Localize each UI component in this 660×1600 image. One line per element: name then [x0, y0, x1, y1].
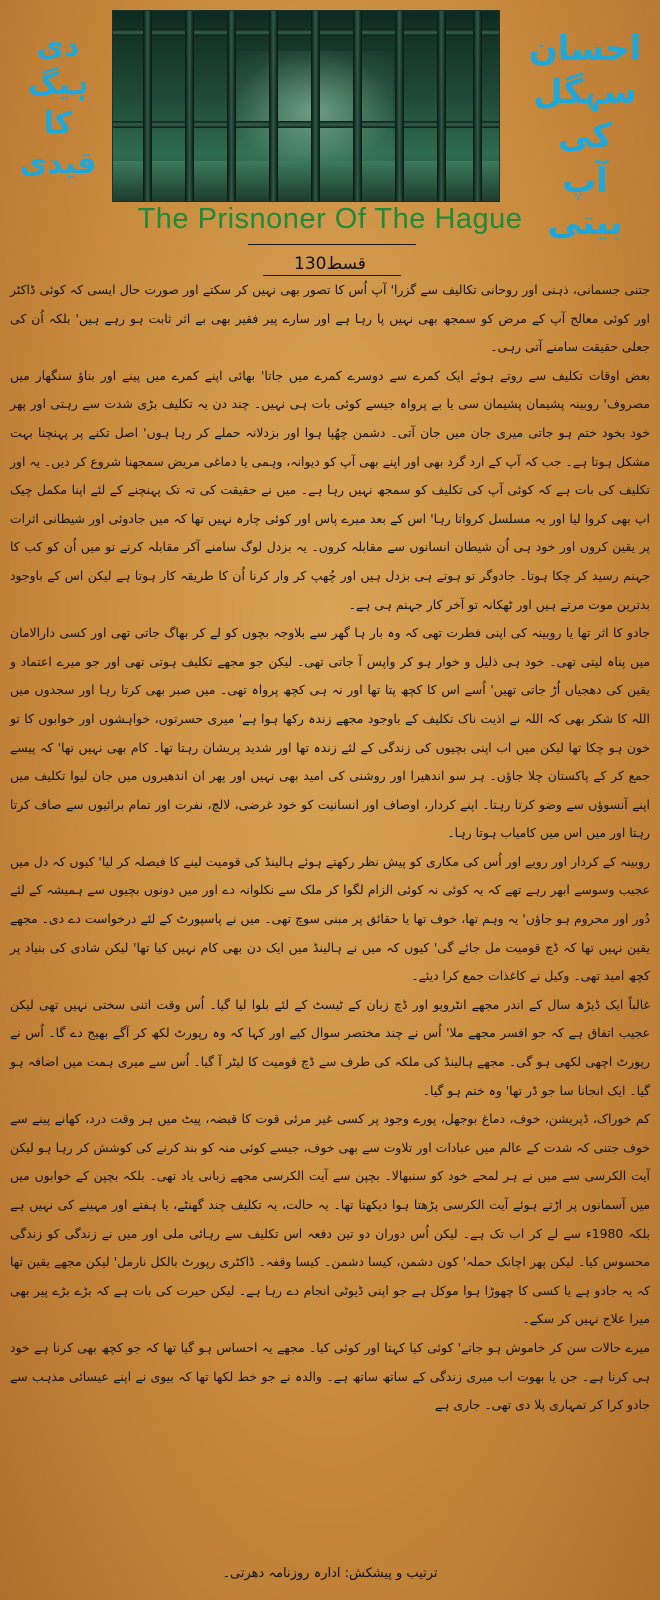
credits-footer: ترتیب و پیشکش: ادارہ روزنامہ دھرتی۔ — [222, 1566, 438, 1581]
prison-cell-image — [112, 10, 500, 202]
paragraph: غالباً ایک ڈیڑھ سال کے اندر مجھے انٹرویو اور ڈچ زبان کے ٹیسٹ کے لئے بلوا لیا گیا۔ اُس وقت اتنی سختی نہیں تھی لیکن عجیب اتفاق ہے کہ جو افسر مجھے ملا' اُس نے چند مختصر سوال کیے اور کہا کہ وہ رپورٹ لکھ کر آگے بھیج دے گا۔ اُس نے رپورٹ اچھی لکھی ہو گی۔ مجھے ہالینڈ کی ملکہ کی طرف سے ڈچ قومیت کا لیٹر آ گیا۔ اُس سے میری ہمت میں اضافہ ہو گیا۔ ایک انجانا سا جو ڈر تھا' وہ ختم ہو گیا۔ — [10, 996, 650, 1098]
article-body — [10, 276, 650, 1420]
english-title: The Prisnoner Of The Hague — [137, 203, 523, 235]
paragraph: جتنی جسمانی، ذہنی اور روحانی تکالیف سے گزرا' آپ اُس کا تصور بھی نہیں کر سکتے اور صورت حال ایسی کہ کوئی ڈاکٹر اور کوئی معالج آپ کے مرض کو سمجھ بھی نہیں پا رہا ہے اور سارے پیر فقیر بھی بے اثر ثابت ہو رہے ہیں' بلکہ اُن کی جعلی حقیقت سامنے آتی رہی۔ — [10, 282, 650, 355]
paragraph: جادو کا اثر تھا یا روبینہ کی اپنی فطرت تھی کہ وہ بار ہا گھر سے بلاوجہ بچوں کو لے کر بھاگ جاتی تھی اور کسی دارالامان میں پناہ لیتی تھی۔ خود ہی ذلیل و خوار ہو کر واپس آ جاتی تھی۔ لیکن جو مجھے تکلیف ہوتی تھی اور جو میرے اعتماد و یقین کی دھجیاں اُڑ جاتی تھیں' اُسے اس کا کچھ پتا تھا اور نہ ہی کچھ پرواہ تھی۔ میں صبر بھی کرتا رہا اور سجدوں میں اللہ کا شکر بھی کہ اللہ نے اذیت ناک تکلیف کے باوجود مجھے زندہ رکھا ہوا ہے' میری حسرتوں، خواہشوں اور خوابوں کا تو خون ہو چکا تھا لیکن میں اب اپنی بچیوں کی زندگی کے لئے زندہ تھا اور شدید پریشان رہتا تھا۔ کام بھی نہیں تھا' کہ پیسے جمع کر کے پاکستان چلا جاؤں۔ ہر سو اندھیرا اور روشنی کی امید بھی نہیں اور پھر ان اندھیروں میں جان لیوا تکلیف میں اپنے آنسوؤں سے وضو کرتا رہتا۔ اپنے کردار، اوصاف اور انسانیت کو خود غرضی، لالچ، نفرت اور تمام برائیوں سے صاف کرتا رہتا اور میں اس میں کامیاب ہوتا رہا۔ — [10, 625, 650, 841]
urdu-title-left-line: کا — [43, 106, 73, 141]
paragraph: میرے حالات سن کر خاموش ہو جاتے' کوئی کیا کہتا اور کوئی کیا۔ مجھے یہ احساس ہو گیا تھا کہ جو کچھ بھی کرنا ہے خود ہی کرنا ہے۔ جن یا بھوت اب میری زندگی کے ساتھ ساتھ ہے۔ والدہ نے جو خط لکھا تھا کہ بیوی نے اپنے عیسائی مذہب سے جادو کرا کر تمہاری پلا دی تھی۔ جاری ہے — [10, 1339, 650, 1413]
urdu-title-right-line: کی — [557, 116, 613, 156]
urdu-title-left-line: دی ہیگ — [27, 29, 89, 102]
paragraph: کم خوراک، ڈپریشن، خوف، دماغ بوجھل، پورے وجود پر کسی غیر مرئی قوت کا قبضہ، پیٹ میں ہر وقت درد، کھانے پینے سے خوف جتنی کہ شدت کے عالم میں عبادات اور تلاوت سے بھی خوف، جیسے کوئی منہ کو بند کرنے کی کوشش کر رہا ہو لیکن آیت الکرسی سے میں نے ہر لمحے خود کو سنبھالا۔ بچپن سے آیت الکرسی مجھے زبانی یاد تھی۔ بلکہ بچپن کے خوابوں میں میں آسمانوں پر اڑتے ہوئے آیت الکرسی پڑھتا ہوا دیکھتا تھا۔ یہ حالت، یہ تکلیف چند گھنٹے، یا ہفتے اور مہینے کی نہیں ہے بلکہ 1980ء سے لے کر اب تک ہے۔ لیکن اُس دوران دو تین دفعہ اس تکلیف سے رہائی ملی اور میں نے زندگی کو زندگی محسوس کیا۔ لیکن پھر اچانک حملہ' کون دشمن، کیسا دشمن۔ کیسا وقفہ۔ ڈاکٹری رپورٹ بالکل نارمل' لیکن مجھے یقین تھا کہ یہ جادو ہے یا کسی کا چھوڑا ہوا موکل ہے جو اپنی ڈیوٹی انجام دے رہا ہے۔ لیکن حیرت کی بات ہے کہ بڑے بڑے پیر بھی میرا علاج نہیں کر سکے۔ — [10, 1111, 650, 1327]
episode-number: قسط130 — [294, 254, 366, 274]
paragraph: بعض اوقات تکلیف سے روتے ہوئے ایک کمرے سے دوسرے کمرے میں جاتا' بھائی اپنے کمرے میں پینے اور بناؤ سنگھار میں مصروف' روبینہ پشیمان پشیمان سی یا بے پرواہ جیسے کوئی بات ہی نہیں۔ چند دن یہ تکلیف بڑی شدت سے رہتی اور پھر خود بخود ختم ہو جاتی میری جان میں جان آتی۔ دشمن چھُپا ہوا اور بزدلانہ حملے کر رہا ہوں' اصل تکنے پر پہنچنا بہت مشکل ہوتا ہے۔ جب کہ آپ کے ارد گرد بھی اور اپنے بھی آپ کو دیوانہ، وہمی یا دماغی مریض سمجھنا شروع کر دیں۔ یہ اور تکلیف کی بات ہے کہ کوئی آپ کی تکلیف کو سمجھ نہیں رہا ہے۔ میں نے حقیقت کی تہ تک پہنچنے کے لئے اپنا مکمل چیک اپ بھی کروا لیا اور یہ مسلسل کرواتا رہا' اس کے بعد میرے پاس اور کوئی چارہ نہیں تھا کہ میں جادوئی اور شیطانی اثرات پر یقین کروں اور خود ہی اُن شیطان انسانوں سے مقابلہ کروں۔ یہ بزدل لوگ سامنے آکر مقابلہ کرتے تو میں اُن کو کب کا جہنم رسید کر چکا ہوتا۔ جادوگر تو ہوتے ہی بزدل ہیں اور چُھپ کر وار کرنا اُن کا طریقہ کار ہوتا ہے لیکن اس کے باوجود بدترین موت مرتے ہیں اور ٹھکانہ تو آخر کار جہنم ہی ہے۔ — [10, 367, 650, 612]
urdu-title-right-line: احسان سہگل — [528, 29, 642, 112]
urdu-title-right-line: آپ بیتی — [547, 160, 623, 243]
title-divider — [248, 244, 416, 245]
urdu-title-left — [8, 28, 108, 184]
urdu-title-left-line: قیدی — [19, 145, 97, 181]
paragraph: روبینہ کے کردار اور رویے اور اُس کی مکاری کو پیش نظر رکھتے ہوئے ہالینڈ کی قومیت لینے کا فیصلہ کر لیا' کیوں کہ دل میں عجیب وسوسے ابھر رہے تھے کہ یہ کوئی نہ کوئی الزام لگوا کر ملک سے نکلوانہ دے اور میں دونوں بچیوں سے ہمیشہ کے لئے دُور اور محروم ہو جاؤں' یہ وہم تھا، خوف تھا یا حقائق پر مبنی سوچ تھی۔ میں نے پاسپورٹ کے لئے درخواست دے دی۔ مجھے یقین نہیں تھا کہ ڈچ قومیت مل جائے گی' کیوں کہ میں نے ہالینڈ میں ایک دن بھی کام نہیں کیا تھا' لیکن شادی کی بنیاد پر کچھ امید تھی۔ وکیل نے کاغذات جمع کرا دیئے۔ — [10, 853, 650, 984]
